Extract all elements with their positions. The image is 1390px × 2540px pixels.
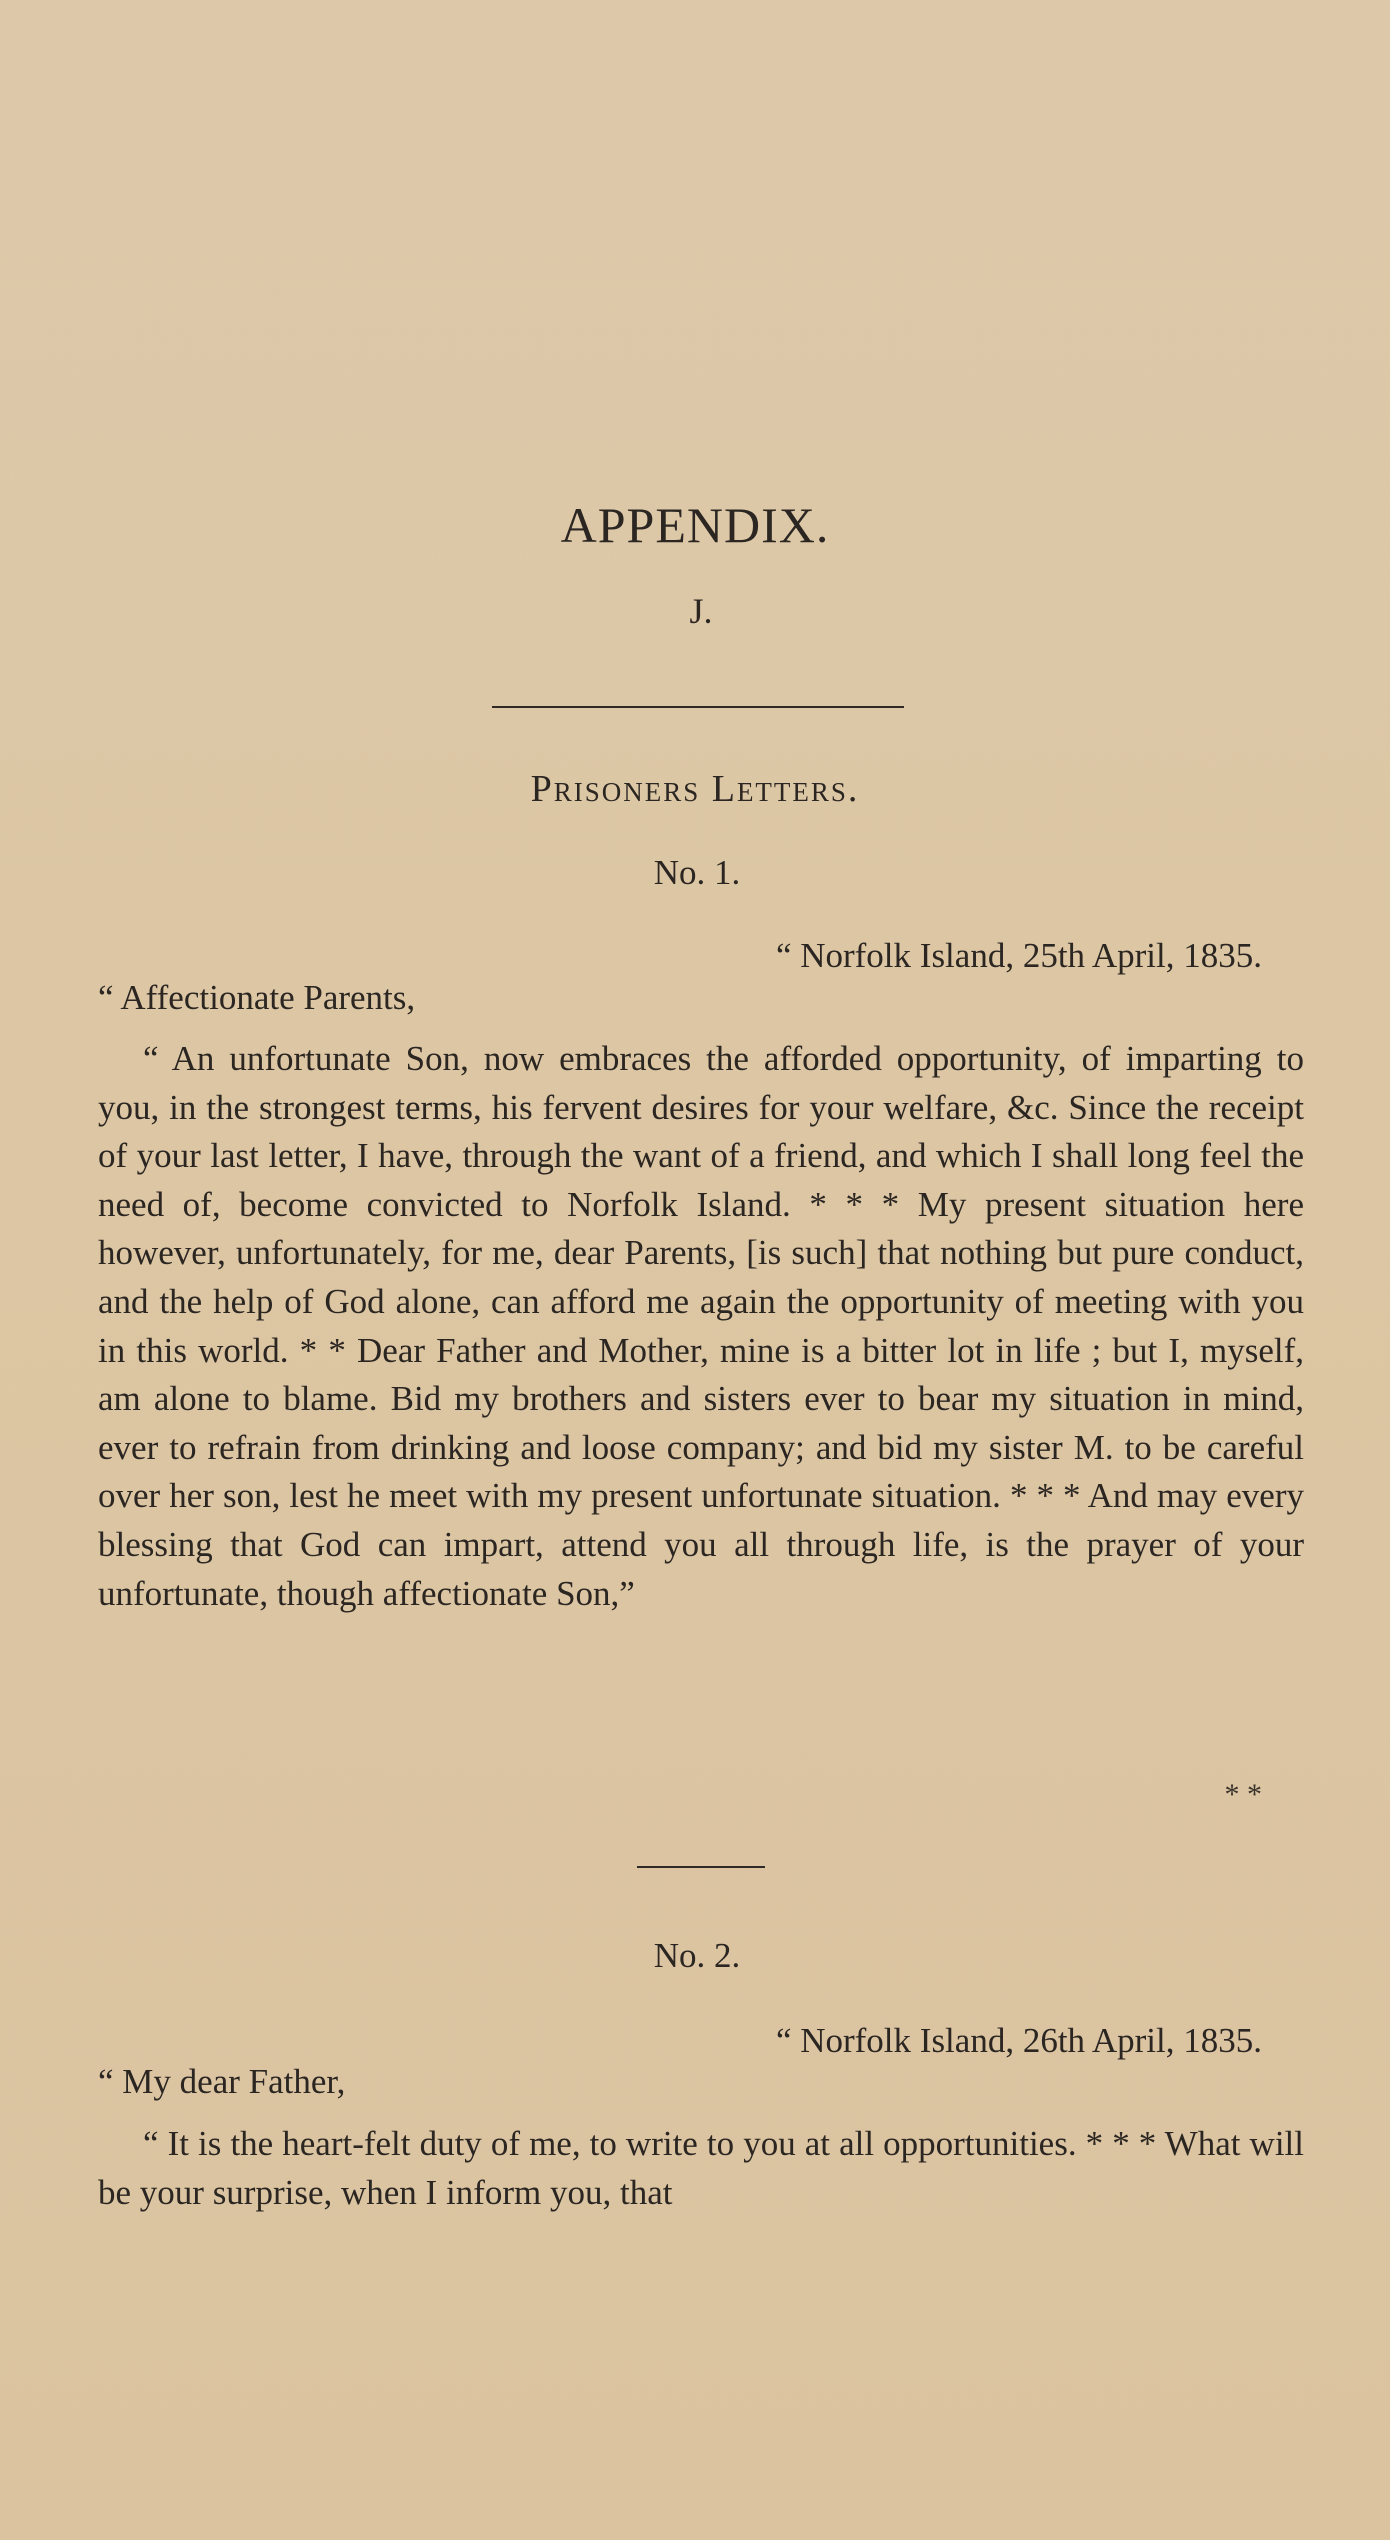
letter-body: “ It is the heart-felt duty of me, to write to you at all opportunities. * * * What will be your surprise, when I inform you, that: [98, 2124, 1304, 2212]
letter-number: No. 1.: [653, 853, 741, 892]
closing-asterisks: * *: [1224, 1778, 1262, 1811]
section-divider: [492, 706, 904, 708]
letter-salutation: “ My dear Father,: [98, 2062, 346, 2101]
letter-body: “ An unfortunate Son, now embraces the afforded opportunity, of imparting to you, in the strongest terms, his fervent desires for your welfare, &c. Since the receipt of your last letter, I have, through the want of a friend, and which I shall long feel the need of, become convicted to Norfolk Island. * * * My present situation here however, unfortunately, for me, dear Parents, [is such] that nothing but pure conduct, and the help of God alone, can afford me again the opportunity of meeting with you in this world. * * Dear Father and Mother, mine is a bitter lot in life ; but I, myself, am alone to blame. Bid my brothers and sisters ever to bear my situation in mind, ever to refrain from drinking and loose company; and bid my sister M. to be careful over her son, lest he meet with my present unfortunate situation. * * * And may every blessing that God can impart, attend you all through life, is the prayer of your unfortunate, though affectionate Son,”: [98, 1039, 1304, 1613]
letter-dateline: “ Norfolk Island, 26th April, 1835.: [775, 2021, 1262, 2060]
letter-dateline: “ Norfolk Island, 25th April, 1835.: [775, 936, 1262, 975]
letter-salutation: “ Affectionate Parents,: [98, 978, 416, 1017]
section-title: Prisoners Letters.: [530, 768, 860, 810]
letter-divider: [637, 1866, 765, 1868]
appendix-heading: APPENDIX.: [560, 497, 830, 553]
letter-number: No. 2.: [653, 1936, 741, 1975]
appendix-letter: J.: [689, 591, 713, 631]
